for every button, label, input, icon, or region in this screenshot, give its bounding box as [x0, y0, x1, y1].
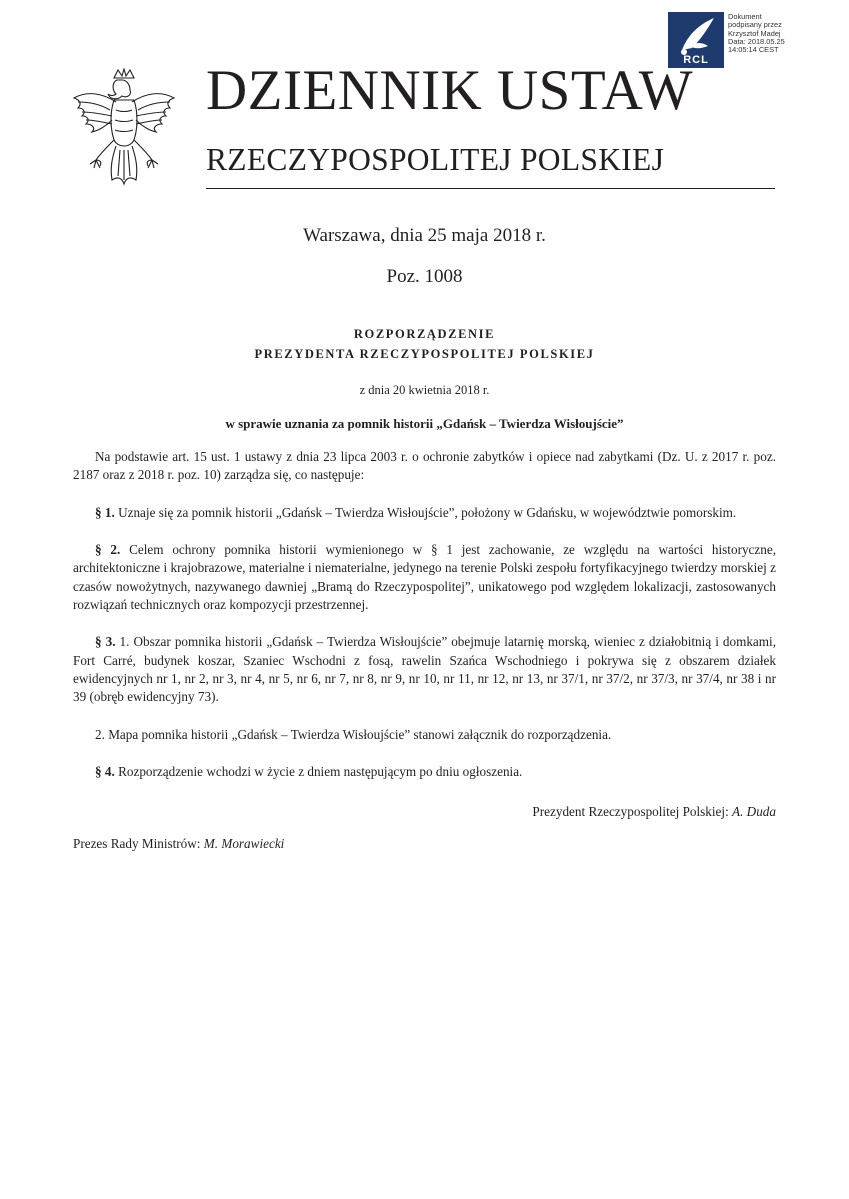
- act-type: ROZPORZĄDZENIE: [353, 327, 496, 341]
- stamp-line: Dokument: [728, 12, 762, 21]
- pm-role: Prezes Rady Ministrów:: [73, 836, 204, 851]
- rcl-logo-text: RCL: [683, 54, 709, 66]
- position-number: Poz. 1008: [386, 266, 463, 287]
- paragraph-text: 1. Obszar pomnika historii „Gdańsk – Twierdza Wisłoujście” obejmuje latarnię morską, wieniec z działobitnią i domkami, Fort Carré, budynek koszar, Szaniec Wschodni z fosą, rawelin Szańca Wschodniego i pokrywa się z obszarem działek ewidencyjnych nr 1, nr 2, nr 3, nr 4, nr 5, nr 6, nr 7, nr 8, nr 9, nr 10, nr 11, nr 12, nr 13, nr 37/1, nr 37/2, nr 37/3, nr 37/4, nr 38 i nr 39 (obręb ewidencyjny 73).: [73, 634, 776, 705]
- paragraph-label: § 3.: [95, 634, 116, 650]
- journal-title: DZIENNIK USTAW: [206, 59, 694, 122]
- stamp-line: podpisany przez: [728, 20, 782, 30]
- president-signature: [73, 803, 776, 821]
- journal-subtitle: RZECZYPOSPOLITEJ POLSKIEJ: [206, 142, 665, 177]
- publication-date: Warszawa, dnia 25 maja 2018 r.: [303, 225, 546, 246]
- prime-minister-signature: [73, 835, 776, 853]
- paragraph-3-item-2: [73, 726, 776, 744]
- paragraph-text: Uznaje się za pomnik historii „Gdańsk – Twierdza Wisłoujście”, położony w Gdańsku, w województwie pomorskim.: [114, 504, 737, 520]
- stamp-line: Krzysztof Madej: [728, 28, 781, 38]
- paragraph-label: § 1.: [95, 504, 115, 520]
- stamp-line: Data: 2018.05.25: [728, 36, 785, 46]
- preamble: [73, 448, 776, 485]
- paragraph-4: [73, 763, 776, 781]
- paragraph-text: Rozporządzenie wchodzi w życie z dniem następującym po dniu ogłoszenia.: [114, 763, 523, 779]
- stamp-line: 14:05:14 CEST: [728, 45, 779, 55]
- preamble-text: Na podstawie art. 15 ust. 1 ustawy z dnia 23 lipca 2003 r. o ochronie zabytków i opiece nad zabytkami (Dz. U. z 2017 r. poz. 2187 oraz z 2018 r. poz. 10) zarządza się, co następuje:: [73, 449, 776, 483]
- paragraph-3: [73, 633, 776, 707]
- paragraph-label: § 4.: [95, 763, 115, 779]
- signature-stamp-text: [728, 13, 812, 54]
- paragraph-text: Celem ochrony pomnika historii wymienionego w § 1 jest zachowanie, ze względu na wartości historyczne, architektoniczne i krajobrazowe, materialne i niematerialne, jedynego na terenie Polski zespołu fortyfikacyjnego twierdzy morskiej z czasów nowożytnych, nazywanego dawniej „Bramą do Rzeczypospolitej”, unikatowego pod względem lokalizacji, zastosowanych rozwiązań technicznych oraz kompozycji przestrzennej.: [73, 541, 776, 613]
- paragraph-2: [73, 541, 776, 615]
- paragraph-1: [73, 504, 776, 522]
- paragraph-label: § 2.: [95, 541, 121, 557]
- polish-eagle-emblem: [70, 68, 178, 186]
- act-body: [73, 448, 776, 800]
- act-subject: w sprawie uznania za pomnik historii „Gdańsk – Twierdza Wisłoujście”: [225, 416, 624, 431]
- paragraph-text: 2. Mapa pomnika historii „Gdańsk – Twierdza Wisłoujście” stanowi załącznik do rozporządzenia.: [95, 726, 612, 742]
- pm-name: M. Morawiecki: [203, 836, 285, 851]
- header-divider: [206, 188, 775, 189]
- act-date: z dnia 20 kwietnia 2018 r.: [359, 383, 490, 397]
- act-issuer: PREZYDENTA RZECZYPOSPOLITEJ POLSKIEJ: [254, 347, 595, 361]
- president-role: Prezydent Rzeczypospolitej Polskiej:: [532, 804, 733, 819]
- president-name: A. Duda: [732, 804, 776, 819]
